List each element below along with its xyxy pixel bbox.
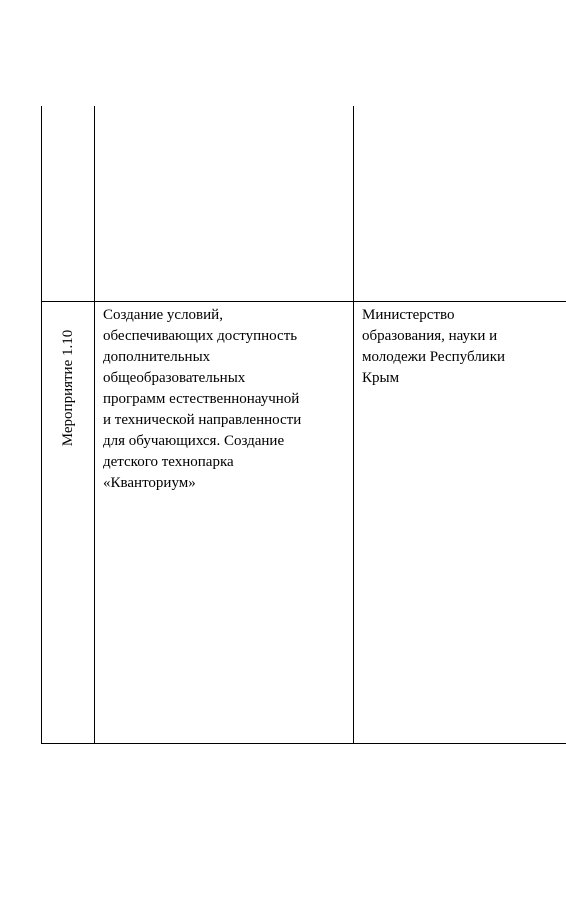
table-cell-empty-upper bbox=[41, 106, 566, 301]
measure-executor: Министерство образования, науки и молодежи Республики Крым bbox=[362, 307, 506, 386]
table-border-bottom bbox=[41, 743, 566, 744]
measure-label: Мероприятие 1.10 bbox=[60, 329, 76, 447]
measure-description: Создание условий, обеспечивающих доступность дополнительных общеобразовательных программ естественнонаучной и технической направленности для обучающихся. Создание детского технопарка «Кванториум» bbox=[103, 307, 302, 491]
table-fragment bbox=[41, 106, 566, 744]
row-divider bbox=[41, 301, 566, 302]
table-cell-measure bbox=[41, 302, 95, 743]
